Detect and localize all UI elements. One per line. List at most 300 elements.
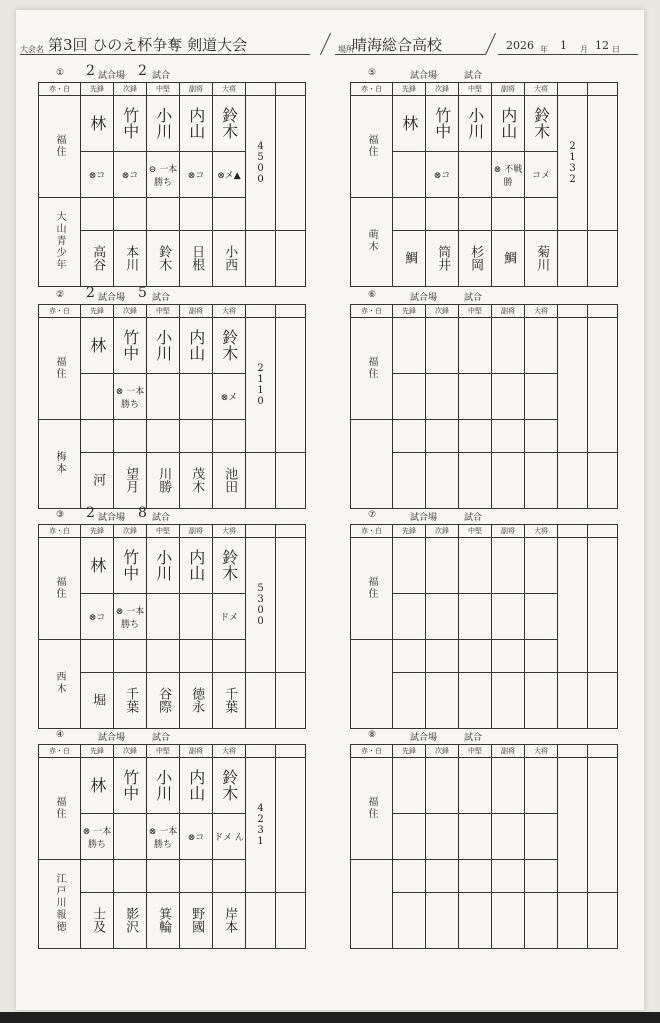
position-header: 次鋒 (426, 83, 459, 96)
match-block (350, 66, 618, 287)
player-bottom (492, 231, 525, 287)
match-table (38, 304, 306, 509)
player-bottom (180, 673, 213, 729)
result-mark: ⊗コ (433, 171, 451, 181)
player-bottom (114, 453, 147, 509)
court-number: 2 (86, 63, 95, 79)
position-header: 中堅 (459, 745, 492, 758)
score-d: 1 (257, 836, 264, 847)
score-wins (257, 583, 263, 627)
player-top (525, 318, 558, 374)
player-top (492, 96, 525, 152)
score-wins (257, 141, 263, 185)
bottom-mark-cell (81, 198, 114, 231)
player-bottom (81, 673, 114, 729)
result-mark-cell (525, 594, 558, 640)
side-header: 赤・白 (39, 83, 81, 96)
player-bottom-name: 谷際 (156, 686, 172, 713)
position-header: 次鋒 (426, 305, 459, 318)
result-mark-cell (492, 374, 525, 420)
score-b: 2 (257, 814, 264, 825)
result-mark-cell (147, 594, 180, 640)
team-top (351, 318, 393, 420)
bottom-mark-cell (213, 420, 246, 453)
position-header: 先鋒 (81, 305, 114, 318)
bottom-mark-cell (147, 860, 180, 893)
result-mark-cell (393, 594, 426, 640)
match-number: ⑤ (368, 68, 377, 78)
player-bottom-name: 杉岡 (468, 244, 484, 271)
score-c: 0 (257, 605, 264, 616)
player-top (213, 318, 246, 374)
result-mark: ⊗ 一本勝ち (115, 606, 145, 630)
bottom-mark-cell (213, 640, 246, 673)
player-top (525, 96, 558, 152)
date-day: 12 (595, 39, 609, 52)
result-mark-cell (426, 374, 459, 420)
player-top (180, 318, 213, 374)
result-mark-cell (147, 152, 180, 198)
result-mark: ⊖ 一本勝ち (148, 164, 178, 188)
position-header: 次鋒 (426, 745, 459, 758)
player-bottom-name: 茂木 (189, 466, 205, 493)
side-header: 赤・白 (351, 83, 393, 96)
venue-underline (335, 54, 485, 55)
match-block (38, 728, 306, 949)
match-block (38, 505, 306, 729)
player-bottom (492, 893, 525, 949)
player-top (525, 758, 558, 814)
court-label: 試合場 (410, 733, 438, 743)
blank-header (276, 305, 306, 318)
score-a: 5 (257, 583, 264, 594)
date-year: 2026 (506, 39, 534, 52)
player-bottom (213, 453, 246, 509)
match-number: ⑦ (368, 510, 377, 520)
result-mark-cell (114, 594, 147, 640)
team-bottom-name: 梅本 (54, 451, 65, 475)
result-mark-cell (81, 594, 114, 640)
blank-header (558, 525, 588, 538)
blank-header (558, 305, 588, 318)
player-bottom (426, 673, 459, 729)
player-top (492, 758, 525, 814)
player-top-name: 竹中 (120, 548, 140, 581)
position-header: 中堅 (459, 305, 492, 318)
side-header: 赤・白 (39, 525, 81, 538)
result-mark-cell (180, 152, 213, 198)
blank-cell (276, 893, 306, 949)
bottom-mark-cell (459, 640, 492, 673)
player-bottom-name: 千葉 (222, 686, 238, 713)
result-mark-cell (393, 814, 426, 860)
result-mark-cell (492, 594, 525, 640)
divider-slash-2 (485, 33, 496, 55)
player-bottom-name: 岸本 (222, 906, 238, 933)
player-top (459, 318, 492, 374)
match-label: 試合 (464, 71, 483, 81)
bottom-mark-cell (525, 420, 558, 453)
result-mark-cell (426, 814, 459, 860)
player-top (114, 96, 147, 152)
bottom-mark-cell (459, 420, 492, 453)
court-label: 試合場 (98, 293, 126, 303)
result-mark-cell (426, 594, 459, 640)
player-bottom-name: 千葉 (123, 686, 139, 713)
player-bottom (492, 453, 525, 509)
team-top (39, 758, 81, 860)
player-top-name: 小川 (153, 106, 173, 139)
player-top (147, 758, 180, 814)
score-a: 2 (569, 141, 576, 152)
bottom-mark-cell (147, 420, 180, 453)
bottom-mark-cell (459, 860, 492, 893)
team-bottom (351, 420, 393, 509)
player-bottom (393, 453, 426, 509)
position-header: 中堅 (147, 83, 180, 96)
position-header: 先鋒 (393, 83, 426, 96)
blank-cell (588, 453, 618, 509)
position-header: 副将 (492, 525, 525, 538)
bottom-mark-cell (393, 860, 426, 893)
player-bottom (393, 231, 426, 287)
score-d: 0 (257, 396, 264, 407)
bottom-mark-cell (492, 198, 525, 231)
position-header: 次鋒 (426, 525, 459, 538)
blank-cell (246, 231, 276, 287)
team-top-name: 福住 (54, 355, 65, 380)
result-mark-cell (114, 152, 147, 198)
result-mark-cell (525, 374, 558, 420)
result-mark-cell (492, 152, 525, 198)
team-top-name: 福住 (366, 133, 377, 158)
match-table (38, 82, 306, 287)
blank-cell (588, 318, 618, 453)
player-bottom (81, 231, 114, 287)
match-table (38, 524, 306, 729)
player-bottom-name: 日根 (189, 244, 205, 271)
player-bottom (525, 231, 558, 287)
player-top (147, 96, 180, 152)
player-top (147, 538, 180, 594)
score-cell (558, 538, 588, 673)
position-header: 中堅 (459, 83, 492, 96)
player-top (81, 758, 114, 814)
result-mark-cell (147, 814, 180, 860)
blank-header (276, 83, 306, 96)
score-c: 3 (569, 163, 576, 174)
result-mark-cell (180, 814, 213, 860)
bottom-mark-cell (393, 198, 426, 231)
player-bottom (525, 673, 558, 729)
match-count: 8 (138, 505, 147, 521)
score-d: 0 (257, 616, 264, 627)
player-bottom (180, 893, 213, 949)
player-top (492, 318, 525, 374)
blank-cell (588, 893, 618, 949)
bottom-mark-cell (459, 198, 492, 231)
blank-cell (558, 231, 588, 287)
player-top-name: 内山 (186, 548, 206, 581)
blank-header (588, 83, 618, 96)
blank-header (276, 525, 306, 538)
bottom-mark-cell (213, 860, 246, 893)
player-top-name: 鈴木 (219, 328, 239, 361)
match-block (38, 285, 306, 509)
player-top-name: 林 (87, 776, 107, 793)
player-bottom-name: 士及 (90, 906, 106, 933)
bottom-mark-cell (525, 640, 558, 673)
player-top (180, 758, 213, 814)
blank-cell (588, 673, 618, 729)
blank-cell (246, 673, 276, 729)
blank-header (246, 305, 276, 318)
score-cell (558, 758, 588, 893)
venue-name: 晴海総合高校 (352, 36, 443, 54)
bottom-mark-cell (492, 860, 525, 893)
position-header: 先鋒 (393, 305, 426, 318)
bottom-mark-cell (426, 640, 459, 673)
date-month: 1 (560, 39, 567, 52)
player-top (114, 538, 147, 594)
player-bottom (393, 673, 426, 729)
position-header: 大将 (213, 525, 246, 538)
player-bottom (213, 893, 246, 949)
team-bottom (39, 420, 81, 509)
match-count: 5 (138, 285, 147, 301)
result-mark-cell (213, 814, 246, 860)
bottom-mark-cell (180, 640, 213, 673)
position-header: 大将 (213, 83, 246, 96)
match-number: ④ (56, 730, 65, 740)
player-top (426, 96, 459, 152)
player-top (147, 318, 180, 374)
player-bottom-name: 菊川 (534, 244, 550, 271)
match-label: 試合 (152, 293, 171, 303)
court-label: 試合場 (98, 733, 126, 743)
blank-header (588, 745, 618, 758)
player-top (114, 318, 147, 374)
result-mark: ⊗メ▲ (217, 171, 241, 181)
result-mark-cell (114, 374, 147, 420)
event-label: 大会名 (20, 45, 44, 54)
team-bottom-name: 大山青少年 (54, 211, 65, 271)
score-cell (246, 318, 276, 453)
position-header: 次鋒 (114, 305, 147, 318)
position-header: 先鋒 (393, 525, 426, 538)
court-label: 試合場 (410, 293, 438, 303)
player-top (180, 538, 213, 594)
score-a: 4 (257, 803, 264, 814)
match-block-header (350, 728, 618, 744)
player-bottom (426, 231, 459, 287)
result-mark: ⊗メ (220, 393, 238, 403)
result-mark: ⊗ 一本勝ち (115, 386, 145, 410)
team-bottom (351, 860, 393, 949)
court-number: 2 (86, 285, 95, 301)
position-header: 大将 (213, 305, 246, 318)
player-bottom (426, 453, 459, 509)
position-header: 中堅 (459, 525, 492, 538)
position-header: 先鋒 (393, 745, 426, 758)
court-label: 試合場 (410, 71, 438, 81)
match-block-header (350, 66, 618, 82)
player-top-name: 内山 (186, 106, 206, 139)
team-bottom (351, 198, 393, 287)
bottom-mark-cell (213, 198, 246, 231)
player-bottom-name: 河 (90, 473, 106, 486)
result-mark-cell (459, 152, 492, 198)
bottom-mark-cell (426, 420, 459, 453)
player-bottom-name: 徳永 (189, 686, 205, 713)
blank-header (588, 305, 618, 318)
bottom-mark-cell (114, 420, 147, 453)
score-c: 1 (257, 385, 264, 396)
bottom-mark-cell (114, 860, 147, 893)
match-number: ⑥ (368, 290, 377, 300)
player-bottom-name: 鯛 (501, 251, 517, 264)
team-top (39, 538, 81, 640)
blank-header (558, 745, 588, 758)
result-mark-cell (459, 374, 492, 420)
score-wins (569, 141, 575, 185)
match-block (350, 728, 618, 949)
bottom-mark-cell (180, 198, 213, 231)
team-top-name: 福住 (366, 575, 377, 600)
player-bottom-name: 高谷 (90, 244, 106, 271)
player-top (81, 96, 114, 152)
player-top (213, 96, 246, 152)
match-number: ⑧ (368, 730, 377, 740)
score-wins (257, 363, 263, 407)
date-underline (498, 54, 638, 55)
position-header: 副将 (492, 305, 525, 318)
result-mark-cell (213, 594, 246, 640)
player-top (213, 538, 246, 594)
player-bottom (525, 453, 558, 509)
blank-cell (588, 231, 618, 287)
match-block-header (38, 63, 306, 82)
score-d: 0 (257, 174, 264, 185)
player-top-name: 内山 (186, 768, 206, 801)
side-header: 赤・白 (351, 305, 393, 318)
player-bottom (492, 673, 525, 729)
match-block-header (350, 288, 618, 304)
score-c: 3 (257, 825, 264, 836)
result-mark: ドメ ん (214, 833, 244, 843)
score-b: 5 (257, 152, 264, 163)
player-top (492, 538, 525, 594)
player-bottom (81, 893, 114, 949)
match-table (350, 82, 618, 287)
player-top-name: 竹中 (120, 106, 140, 139)
court-number: 2 (86, 505, 95, 521)
player-top (459, 96, 492, 152)
blank-cell (588, 96, 618, 231)
result-mark-cell (180, 594, 213, 640)
team-bottom-name: 西木 (54, 671, 65, 695)
position-header: 副将 (180, 525, 213, 538)
player-bottom-name: 池田 (222, 466, 238, 493)
player-top (393, 318, 426, 374)
score-a: 4 (257, 141, 264, 152)
player-bottom (213, 673, 246, 729)
player-bottom (459, 453, 492, 509)
score-cell (558, 96, 588, 231)
divider-slash (320, 33, 331, 55)
match-table (350, 524, 618, 729)
player-top-name: 鈴木 (219, 548, 239, 581)
position-header: 副将 (180, 305, 213, 318)
position-header: 先鋒 (81, 525, 114, 538)
player-bottom-name: 川勝 (156, 466, 172, 493)
blank-header (588, 525, 618, 538)
player-top (426, 318, 459, 374)
result-mark: ⊗コ (88, 171, 106, 181)
month-label: 月 (580, 45, 588, 54)
match-block (350, 288, 618, 509)
player-top (81, 318, 114, 374)
position-header: 大将 (525, 525, 558, 538)
result-mark: ⊗コ (88, 613, 106, 623)
player-top (525, 538, 558, 594)
score-b: 3 (257, 594, 264, 605)
player-top (81, 538, 114, 594)
match-block-header (350, 508, 618, 524)
bottom-mark-cell (114, 198, 147, 231)
result-mark-cell (114, 814, 147, 860)
player-bottom (81, 453, 114, 509)
year-label: 年 (540, 45, 548, 54)
bottom-mark-cell (492, 420, 525, 453)
blank-cell (558, 673, 588, 729)
player-top (114, 758, 147, 814)
player-bottom (525, 893, 558, 949)
player-top-name: 竹中 (432, 106, 452, 139)
result-mark-cell (213, 374, 246, 420)
result-mark: ⊗ 一本勝ち (82, 826, 112, 850)
bottom-mark-cell (525, 860, 558, 893)
result-mark: ⊗コ (187, 171, 205, 181)
team-bottom (39, 640, 81, 729)
sheet-header (20, 30, 640, 60)
team-bottom (39, 860, 81, 949)
score-cell (246, 96, 276, 231)
player-bottom (426, 893, 459, 949)
score-cell (246, 538, 276, 673)
team-top-name: 福住 (54, 575, 65, 600)
player-bottom-name: 箕輪 (156, 906, 172, 933)
position-header: 次鋒 (114, 525, 147, 538)
blank-cell (558, 453, 588, 509)
bottom-mark-cell (393, 640, 426, 673)
result-mark: ⊗ 不戦勝 (493, 164, 523, 188)
position-header: 次鋒 (114, 83, 147, 96)
player-bottom (114, 231, 147, 287)
result-mark-cell (393, 374, 426, 420)
result-mark: コメ (531, 171, 550, 181)
score-b: 1 (257, 374, 264, 385)
player-top-name: 林 (399, 114, 419, 131)
player-top-name: 林 (87, 556, 107, 573)
blank-header (246, 525, 276, 538)
player-top-name: 小川 (465, 106, 485, 139)
team-top (39, 318, 81, 420)
result-mark-cell (492, 814, 525, 860)
bottom-mark-cell (81, 640, 114, 673)
player-top-name: 竹中 (120, 768, 140, 801)
bottom-edge (0, 1012, 660, 1023)
